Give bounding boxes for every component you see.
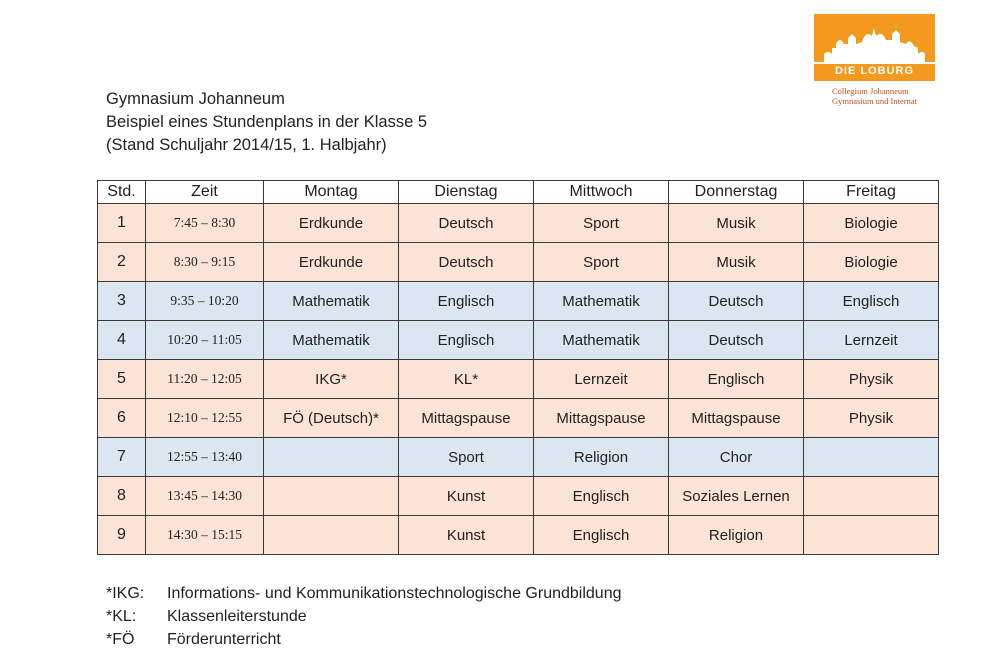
cell-std: 6 — [98, 399, 146, 438]
cell-mittwoch: Sport — [534, 243, 669, 282]
cell-montag: Mathematik — [264, 321, 399, 360]
table-row — [98, 438, 939, 477]
cell-montag — [264, 516, 399, 555]
cell-std: 9 — [98, 516, 146, 555]
logo-subtitle-line1: Collegium Johanneum — [832, 86, 909, 96]
table-row — [98, 243, 939, 282]
cell-std: 8 — [98, 477, 146, 516]
cell-montag: Erdkunde — [264, 243, 399, 282]
table-row — [98, 360, 939, 399]
legend-text: Klassenleiterstunde — [167, 608, 307, 625]
cell-freitag — [804, 438, 939, 477]
legend — [106, 582, 621, 651]
table-row — [98, 282, 939, 321]
legend-item — [106, 628, 621, 651]
header-dienstag: Dienstag — [399, 181, 534, 204]
cell-donnerstag: Musik — [669, 204, 804, 243]
header-montag: Montag — [264, 181, 399, 204]
cell-std: 4 — [98, 321, 146, 360]
cell-montag: Erdkunde — [264, 204, 399, 243]
header-donnerstag: Donnerstag — [669, 181, 804, 204]
document-title: Beispiel eines Stundenplans in der Klasse 5 — [106, 113, 428, 131]
cell-montag: Mathematik — [264, 282, 399, 321]
cell-donnerstag: Mittagspause — [669, 399, 804, 438]
cell-freitag: Englisch — [804, 282, 939, 321]
legend-text: Informations- und Kommunikationstechnologische Grundbildung — [167, 585, 622, 602]
cell-dienstag: Englisch — [399, 321, 534, 360]
cell-freitag: Biologie — [804, 204, 939, 243]
cell-zeit: 8:30 – 9:15 — [146, 243, 264, 282]
cell-dienstag: Deutsch — [399, 204, 534, 243]
cell-donnerstag: Chor — [669, 438, 804, 477]
cell-mittwoch: Mathematik — [534, 321, 669, 360]
timetable — [97, 180, 939, 555]
cell-freitag — [804, 516, 939, 555]
cell-dienstag: Englisch — [399, 282, 534, 321]
loburg-logo — [814, 14, 935, 81]
cell-std: 1 — [98, 204, 146, 243]
cell-std: 5 — [98, 360, 146, 399]
document-header — [106, 88, 427, 157]
table-row — [98, 321, 939, 360]
cell-mittwoch: Lernzeit — [534, 360, 669, 399]
legend-item — [106, 605, 621, 628]
cell-montag: IKG* — [264, 360, 399, 399]
logo-subtitle-line2: Gymnasium und Internat — [832, 96, 917, 106]
cell-donnerstag: Soziales Lernen — [669, 477, 804, 516]
cell-freitag — [804, 477, 939, 516]
cell-donnerstag: Religion — [669, 516, 804, 555]
logo-name: DIE LOBURG — [834, 65, 915, 77]
cell-dienstag: Sport — [399, 438, 534, 477]
table-row — [98, 399, 939, 438]
cell-freitag: Physik — [804, 399, 939, 438]
document-subtitle: (Stand Schuljahr 2014/15, 1. Halbjahr) — [106, 136, 387, 154]
legend-item — [106, 582, 621, 605]
legend-abbr: *IKG: — [106, 585, 145, 602]
cell-donnerstag: Englisch — [669, 360, 804, 399]
cell-freitag: Biologie — [804, 243, 939, 282]
table-row — [98, 477, 939, 516]
cell-dienstag: KL* — [399, 360, 534, 399]
cell-mittwoch: Religion — [534, 438, 669, 477]
cell-mittwoch: Mittagspause — [534, 399, 669, 438]
cell-mittwoch: Englisch — [534, 477, 669, 516]
cell-std: 3 — [98, 282, 146, 321]
table-row — [98, 204, 939, 243]
header-std: Std. — [98, 181, 146, 204]
header-zeit: Zeit — [146, 181, 264, 204]
cell-dienstag: Kunst — [399, 477, 534, 516]
cell-dienstag: Deutsch — [399, 243, 534, 282]
cell-std: 2 — [98, 243, 146, 282]
cell-std: 7 — [98, 438, 146, 477]
timetable-header-row — [98, 181, 939, 204]
cell-zeit: 12:10 – 12:55 — [146, 399, 264, 438]
cell-dienstag: Mittagspause — [399, 399, 534, 438]
table-row — [98, 516, 939, 555]
cell-zeit: 7:45 – 8:30 — [146, 204, 264, 243]
cell-mittwoch: Englisch — [534, 516, 669, 555]
cell-zeit: 10:20 – 11:05 — [146, 321, 264, 360]
logo-subtitle — [832, 86, 917, 106]
cell-zeit: 14:30 – 15:15 — [146, 516, 264, 555]
cell-donnerstag: Musik — [669, 243, 804, 282]
cell-montag — [264, 438, 399, 477]
legend-abbr: *FÖ — [106, 631, 135, 648]
legend-text: Förderunterricht — [167, 631, 281, 648]
cell-dienstag: Kunst — [399, 516, 534, 555]
cell-zeit: 12:55 – 13:40 — [146, 438, 264, 477]
cell-donnerstag: Deutsch — [669, 321, 804, 360]
header-mittwoch: Mittwoch — [534, 181, 669, 204]
cell-freitag: Physik — [804, 360, 939, 399]
cell-zeit: 13:45 – 14:30 — [146, 477, 264, 516]
cell-zeit: 11:20 – 12:05 — [146, 360, 264, 399]
legend-abbr: *KL: — [106, 608, 137, 625]
cell-donnerstag: Deutsch — [669, 282, 804, 321]
cell-zeit: 9:35 – 10:20 — [146, 282, 264, 321]
school-name: Gymnasium Johanneum — [106, 90, 285, 108]
cell-freitag: Lernzeit — [804, 321, 939, 360]
cell-montag: FÖ (Deutsch)* — [264, 399, 399, 438]
header-freitag: Freitag — [804, 181, 939, 204]
cell-montag — [264, 477, 399, 516]
cell-mittwoch: Mathematik — [534, 282, 669, 321]
cell-mittwoch: Sport — [534, 204, 669, 243]
